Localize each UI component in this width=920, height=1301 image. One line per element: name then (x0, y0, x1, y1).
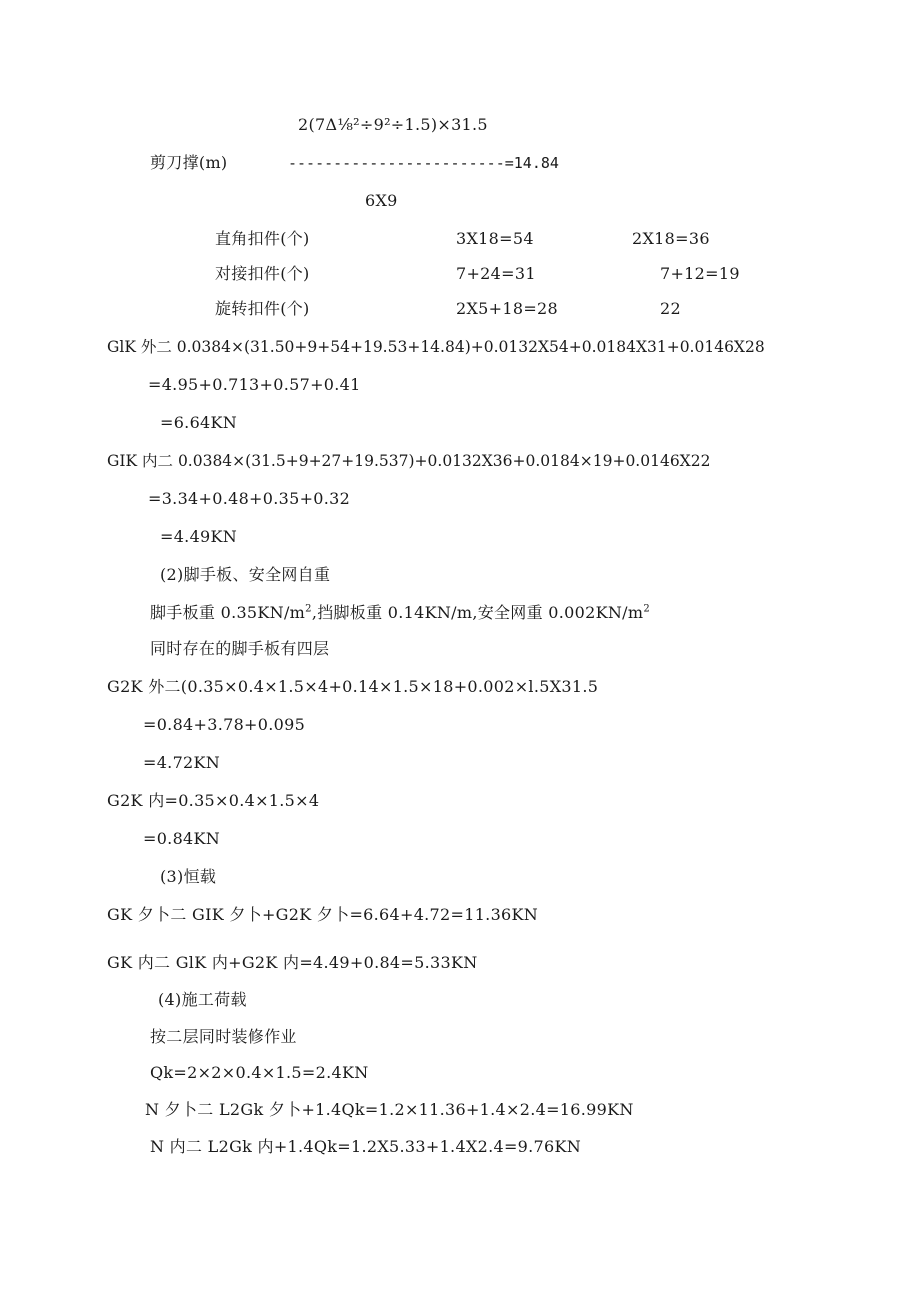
formula-fraction-line: ------------------------=14.84 (288, 154, 559, 172)
g1k-outer-result: =6.64KN (160, 413, 238, 432)
superscript: 2 (643, 603, 650, 615)
qk-formula: Qk=2×2×0.4×1.5=2.4KN (150, 1063, 369, 1082)
g1k-inner-sum: =3.34+0.48+0.35+0.32 (148, 489, 351, 508)
gk-inner-formula: GK 内二 GlK 内+G2K 内=4.49+0.84=5.33KN (107, 953, 478, 972)
n-inner-formula: N 内二 L2Gk 内+1.4Qk=1.2X5.33+1.4X2.4=9.76KN (150, 1137, 582, 1156)
fastener-name: 直角扣件(个) (215, 229, 310, 248)
section2-heading: (2)脚手板、安全网自重 (160, 565, 331, 584)
g2k-outer-sum: =0.84+3.78+0.095 (143, 715, 306, 734)
fastener-outer: 2X5+18=28 (456, 299, 558, 318)
section4-heading: (4)施工荷载 (158, 990, 247, 1009)
formula-denominator: 6X9 (365, 191, 398, 210)
fastener-inner: 22 (660, 299, 681, 318)
formula-label: 剪刀撑(m) (150, 153, 228, 172)
section2-layers: 同时存在的脚手板有四层 (150, 639, 330, 658)
superscript: 2 (305, 603, 312, 615)
fastener-inner: 2X18=36 (632, 229, 710, 248)
formula-numerator: 2(7Δ⅛²÷9²÷1.5)×31.5 (298, 115, 488, 134)
fastener-name: 旋转扣件(个) (215, 299, 310, 318)
section4-note: 按二层同时装修作业 (150, 1027, 297, 1046)
g1k-inner-formula: GIK 内二 0.0384×(31.5+9+27+19.537)+0.0132X36+0.0184×19+0.0146X22 (107, 452, 711, 470)
fastener-inner: 7+12=19 (660, 264, 740, 283)
fastener-outer: 3X18=54 (456, 229, 534, 248)
g1k-outer-sum: =4.95+0.713+0.57+0.41 (148, 375, 361, 394)
fastener-name: 对接扣件(个) (215, 264, 310, 283)
g1k-inner-result: =4.49KN (160, 527, 238, 546)
section2-weights (150, 603, 650, 623)
g2k-outer-result: =4.72KN (143, 753, 221, 772)
g1k-outer-formula: GlK 外二 0.0384×(31.50+9+54+19.53+14.84)+0.0132X54+0.0184X31+0.0146X28 (107, 338, 765, 356)
g2k-inner-formula: G2K 内=0.35×0.4×1.5×4 (107, 791, 320, 810)
n-outer-formula: N 夕卜二 L2Gk 夕卜+1.4Qk=1.2×11.36+1.4×2.4=16.99KN (145, 1100, 634, 1119)
g2k-outer-formula: G2K 外二(0.35×0.4×1.5×4+0.14×1.5×18+0.002×l.5X31.5 (107, 677, 599, 696)
weights-part-b: ,挡脚板重 0.14KN/m,安全网重 0.002KN/m (311, 603, 644, 622)
gk-outer-formula: GK 夕卜二 GIK 夕卜+G2K 夕卜=6.64+4.72=11.36KN (107, 905, 539, 924)
fastener-outer: 7+24=31 (456, 264, 536, 283)
section3-heading: (3)恒载 (160, 867, 217, 886)
g2k-inner-result: =0.84KN (143, 829, 221, 848)
weights-part-a: 脚手板重 0.35KN/m (150, 603, 306, 622)
